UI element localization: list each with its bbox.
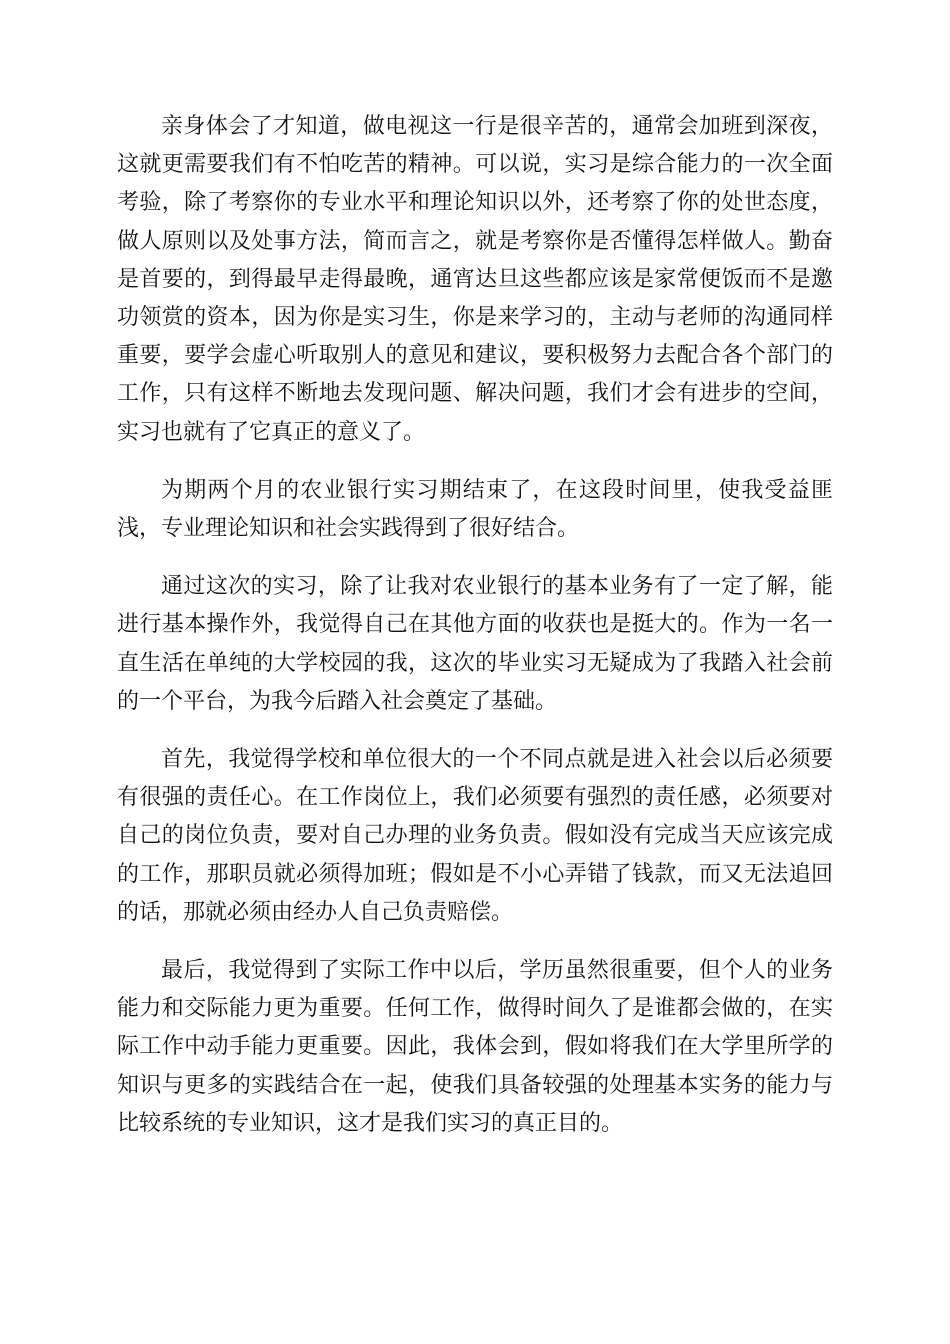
paragraph-4: 首先，我觉得学校和单位很大的一个不同点就是进入社会以后必须要有很强的责任心。在工作岗位上，我们必须要有强烈的责任感，必须要对自己的岗位负责，要对自己办理的业务负责。假如没有完成当天应该完成的工作，那职员就必须得加班；假如是不小心弄错了钱款，而又无法追回的话，那就必须由经办人自己负责赔偿。 <box>117 747 833 925</box>
document-body <box>117 108 833 1163</box>
paragraph-2: 为期两个月的农业银行实习期结束了，在这段时间里，使我受益匪浅，专业理论知识和社会实践得到了很好结合。 <box>117 477 833 542</box>
paragraph-3: 通过这次的实习，除了让我对农业银行的基本业务有了一定了解，能进行基本操作外，我觉得自己在其他方面的收获也是挺大的。作为一名一直生活在单纯的大学校园的我，这次的毕业实习无疑成为了我踏入社会前的一个平台，为我今后踏入社会奠定了基础。 <box>117 574 833 714</box>
paragraph-1: 亲身体会了才知道，做电视这一行是很辛苦的，通常会加班到深夜，这就更需要我们有不怕吃苦的精神。可以说，实习是综合能力的一次全面考验，除了考察你的专业水平和理论知识以外，还考察了你的处世态度，做人原则以及处事方法，简而言之，就是考察你是否懂得怎样做人。勤奋是首要的，到得最早走得最晚，通宵达旦这些都应该是家常便饭而不是邀功领赏的资本，因为你是实习生，你是来学习的，主动与老师的沟通同样重要，要学会虚心听取别人的意见和建议，要积极努力去配合各个部门的工作，只有这样不断地去发现问题、解决问题，我们才会有进步的空间，实习也就有了它真正的意义了。 <box>117 114 833 445</box>
paragraph-5: 最后，我觉得到了实际工作中以后，学历虽然很重要，但个人的业务能力和交际能力更为重要。任何工作，做得时间久了是谁都会做的，在实际工作中动手能力更重要。因此，我体会到，假如将我们在大学里所学的知识与更多的实践结合在一起，使我们具备较强的处理基本实务的能力与比较系统的专业知识，这才是我们实习的真正目的。 <box>117 958 833 1136</box>
